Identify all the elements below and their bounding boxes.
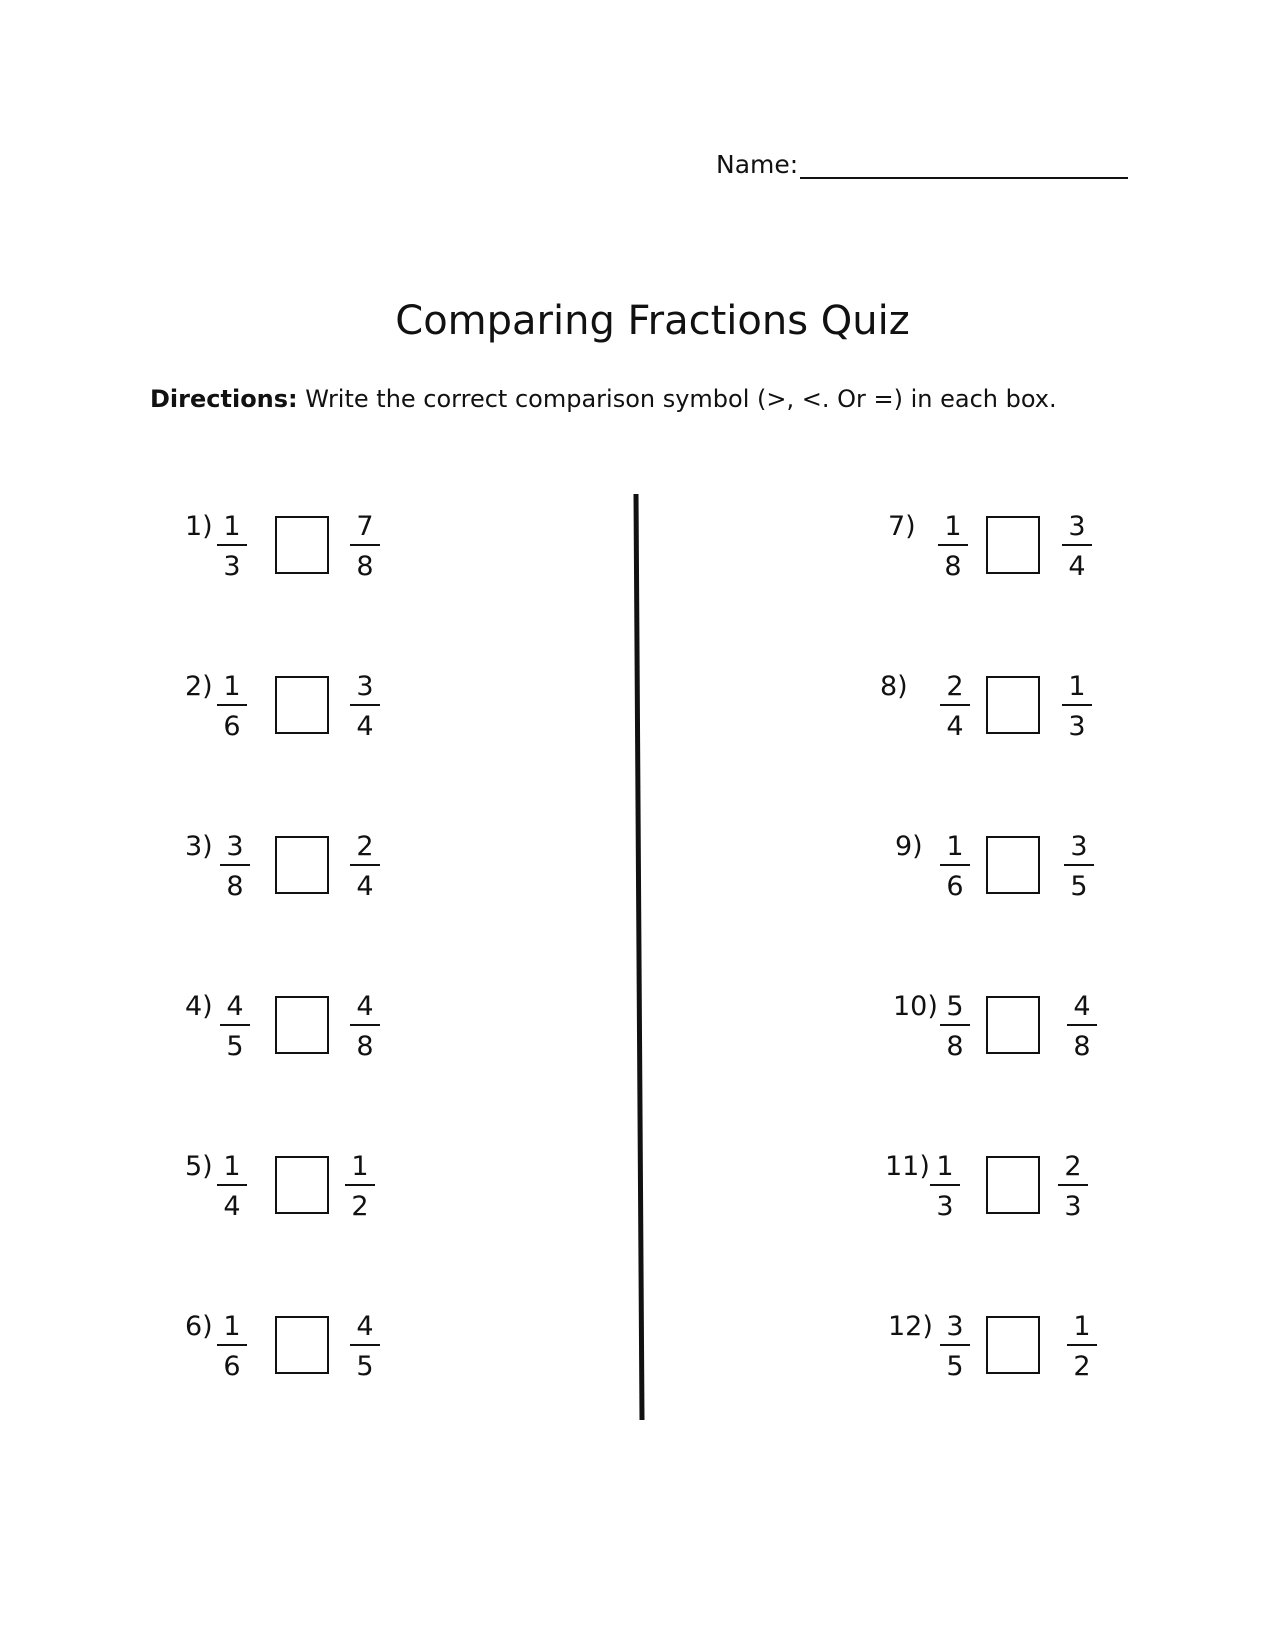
- answer-box[interactable]: [275, 836, 329, 894]
- answer-box[interactable]: [986, 1316, 1040, 1374]
- numerator: 1: [1067, 1310, 1097, 1346]
- right-fraction: [350, 1310, 380, 1384]
- denominator: 5: [226, 1031, 244, 1062]
- answer-box[interactable]: [986, 996, 1040, 1054]
- right-fraction: [1062, 510, 1092, 584]
- denominator: 4: [356, 711, 374, 742]
- right-fraction: [350, 510, 380, 584]
- numerator: 1: [1062, 670, 1092, 706]
- numerator: 1: [938, 510, 968, 546]
- left-fraction: [220, 830, 250, 904]
- problem-number: 12): [888, 1311, 933, 1342]
- answer-box[interactable]: [986, 516, 1040, 574]
- denominator: 5: [946, 1351, 964, 1382]
- problem-number: 8): [880, 671, 908, 702]
- denominator: 6: [223, 1351, 241, 1382]
- denominator: 8: [356, 551, 374, 582]
- right-fraction: [350, 990, 380, 1064]
- numerator: 1: [345, 1150, 375, 1186]
- right-fraction: [1058, 1150, 1088, 1224]
- name-blank-line[interactable]: [800, 151, 1128, 179]
- denominator: 3: [223, 551, 241, 582]
- denominator: 8: [1073, 1031, 1091, 1062]
- denominator: 4: [946, 711, 964, 742]
- numerator: 1: [940, 830, 970, 866]
- denominator: 5: [1070, 871, 1088, 902]
- denominator: 8: [944, 551, 962, 582]
- problem-number: 7): [888, 511, 916, 542]
- right-fraction: [345, 1150, 375, 1224]
- answer-box[interactable]: [275, 676, 329, 734]
- directions-text: Write the correct comparison symbol (>, <. Or =) in each box.: [297, 385, 1057, 413]
- denominator: 8: [356, 1031, 374, 1062]
- numerator: 2: [940, 670, 970, 706]
- answer-box[interactable]: [275, 1156, 329, 1214]
- right-fraction: [1067, 1310, 1097, 1384]
- denominator: 2: [351, 1191, 369, 1222]
- numerator: 3: [940, 1310, 970, 1346]
- answer-box[interactable]: [275, 516, 329, 574]
- numerator: 7: [350, 510, 380, 546]
- left-fraction: [930, 1150, 960, 1224]
- denominator: 8: [226, 871, 244, 902]
- numerator: 4: [350, 1310, 380, 1346]
- numerator: 3: [1062, 510, 1092, 546]
- answer-box[interactable]: [275, 1316, 329, 1374]
- problem-number: 4): [185, 991, 213, 1022]
- numerator: 3: [220, 830, 250, 866]
- problem-number: 1): [185, 511, 213, 542]
- problem-number: 10): [893, 991, 938, 1022]
- denominator: 3: [936, 1191, 954, 1222]
- left-fraction: [217, 1310, 247, 1384]
- left-fraction: [217, 1150, 247, 1224]
- numerator: 3: [350, 670, 380, 706]
- problem-number: 11): [885, 1151, 930, 1182]
- numerator: 2: [1058, 1150, 1088, 1186]
- numerator: 2: [350, 830, 380, 866]
- left-fraction: [217, 510, 247, 584]
- denominator: 3: [1068, 711, 1086, 742]
- numerator: 3: [1064, 830, 1094, 866]
- numerator: 4: [1067, 990, 1097, 1026]
- left-fraction: [940, 830, 970, 904]
- numerator: 1: [217, 510, 247, 546]
- answer-box[interactable]: [986, 1156, 1040, 1214]
- right-fraction: [350, 830, 380, 904]
- right-fraction: [350, 670, 380, 744]
- left-fraction: [940, 670, 970, 744]
- numerator: 4: [350, 990, 380, 1026]
- numerator: 5: [940, 990, 970, 1026]
- denominator: 4: [356, 871, 374, 902]
- denominator: 3: [1064, 1191, 1082, 1222]
- problem-number: 3): [185, 831, 213, 862]
- answer-box[interactable]: [986, 836, 1040, 894]
- right-fraction: [1062, 670, 1092, 744]
- denominator: 8: [946, 1031, 964, 1062]
- denominator: 4: [1068, 551, 1086, 582]
- answer-box[interactable]: [275, 996, 329, 1054]
- left-fraction: [217, 670, 247, 744]
- numerator: 1: [930, 1150, 960, 1186]
- numerator: 1: [217, 1150, 247, 1186]
- denominator: 4: [223, 1191, 241, 1222]
- directions-label: Directions:: [150, 385, 298, 413]
- left-fraction: [220, 990, 250, 1064]
- name-field: [716, 150, 1128, 179]
- numerator: 1: [217, 1310, 247, 1346]
- name-label: Name:: [716, 150, 799, 179]
- numerator: 4: [220, 990, 250, 1026]
- page-title: Comparing Fractions Quiz: [395, 298, 910, 344]
- denominator: 5: [356, 1351, 374, 1382]
- problem-number: 9): [895, 831, 923, 862]
- denominator: 6: [223, 711, 241, 742]
- left-fraction: [940, 990, 970, 1064]
- problem-number: 2): [185, 671, 213, 702]
- problem-number: 5): [185, 1151, 213, 1182]
- answer-box[interactable]: [986, 676, 1040, 734]
- denominator: 6: [946, 871, 964, 902]
- right-fraction: [1067, 990, 1097, 1064]
- problem-number: 6): [185, 1311, 213, 1342]
- directions: [150, 385, 1057, 413]
- denominator: 2: [1073, 1351, 1091, 1382]
- numerator: 1: [217, 670, 247, 706]
- left-fraction: [938, 510, 968, 584]
- right-fraction: [1064, 830, 1094, 904]
- left-fraction: [940, 1310, 970, 1384]
